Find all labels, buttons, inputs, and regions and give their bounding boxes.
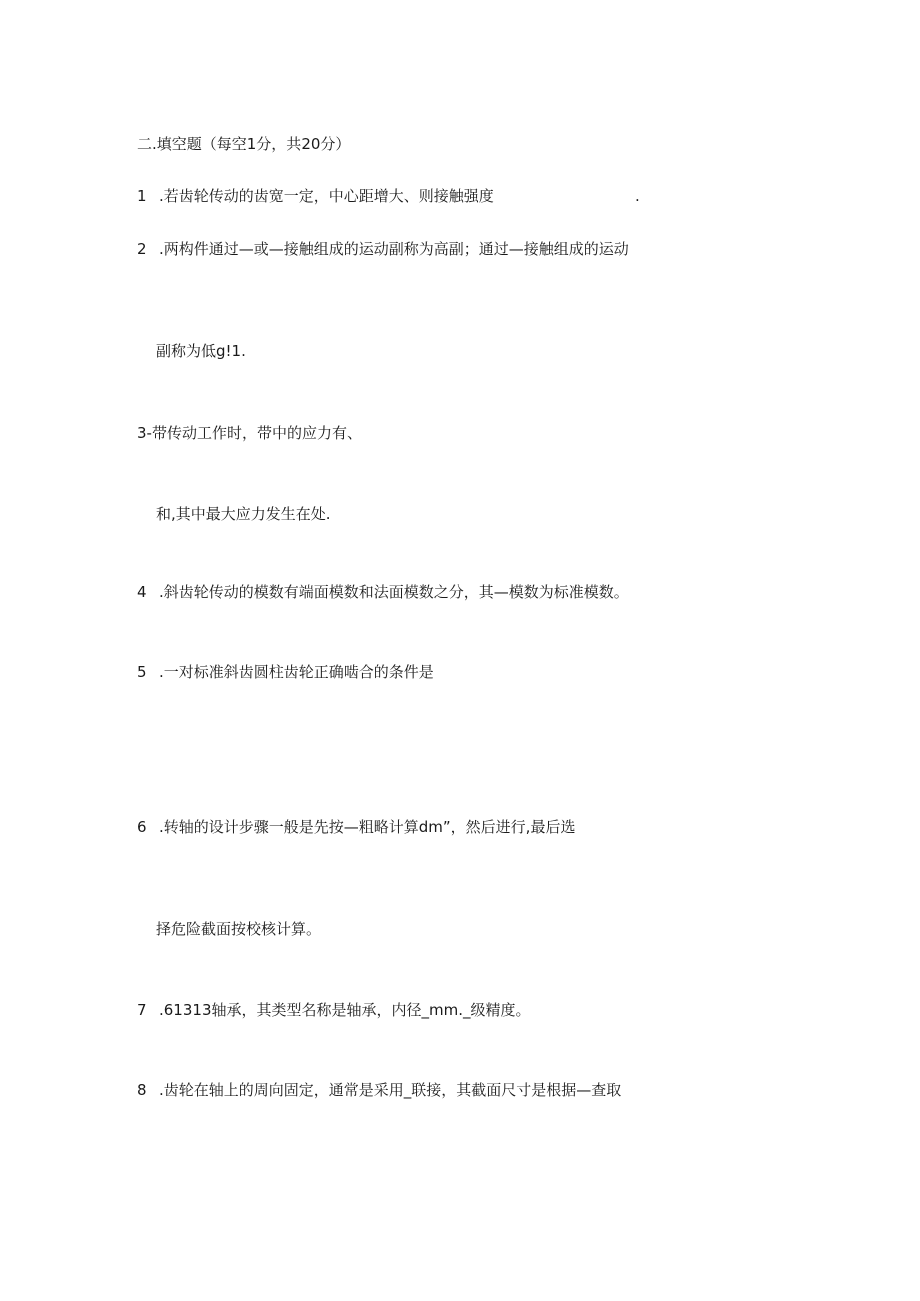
question-number: 4 — [137, 583, 147, 601]
question-6-continuation: 择危险截面按校核计算。 — [156, 920, 322, 938]
question-2 — [137, 239, 629, 259]
question-number: 8 — [137, 1081, 147, 1099]
question-text: .若齿轮传动的齿宽一定，中心距增大、则接触强度 — [159, 187, 494, 205]
question-4 — [137, 582, 629, 602]
question-text: .61313轴承，其类型名称是轴承，内径_mm._级精度。 — [159, 1001, 531, 1019]
question-6 — [137, 817, 575, 837]
question-5 — [137, 662, 434, 682]
question-1-trailing-period: . — [635, 187, 640, 205]
question-1 — [137, 186, 494, 206]
question-text: .齿轮在轴上的周向固定，通常是采用_联接，其截面尺寸是根据—查取 — [159, 1081, 622, 1099]
question-number: 2 — [137, 240, 147, 258]
question-text: .一对标准斜齿圆柱齿轮正确啮合的条件是 — [159, 663, 434, 681]
question-7 — [137, 1000, 530, 1020]
question-number: 1 — [137, 187, 147, 205]
question-text: .斜齿轮传动的模数有端面模数和法面模数之分，其—模数为标准模数。 — [159, 583, 629, 601]
question-2-continuation: 副称为低g!1. — [156, 342, 246, 360]
question-3: 3-带传动工作时，带中的应力有、 — [137, 424, 362, 442]
question-text: .转轴的设计步骤一般是先按—粗略计算dm”，然后进行,最后选 — [159, 818, 576, 836]
question-text: .两构件通过—或—接触组成的运动副称为高副；通过—接触组成的运动 — [159, 240, 629, 258]
question-3-continuation: 和,其中最大应力发生在处. — [156, 505, 331, 523]
question-number: 6 — [137, 818, 147, 836]
question-number: 5 — [137, 663, 147, 681]
question-8 — [137, 1080, 621, 1100]
question-number: 7 — [137, 1001, 147, 1019]
section-title: 二.填空题（每空1分，共20分） — [137, 135, 351, 153]
